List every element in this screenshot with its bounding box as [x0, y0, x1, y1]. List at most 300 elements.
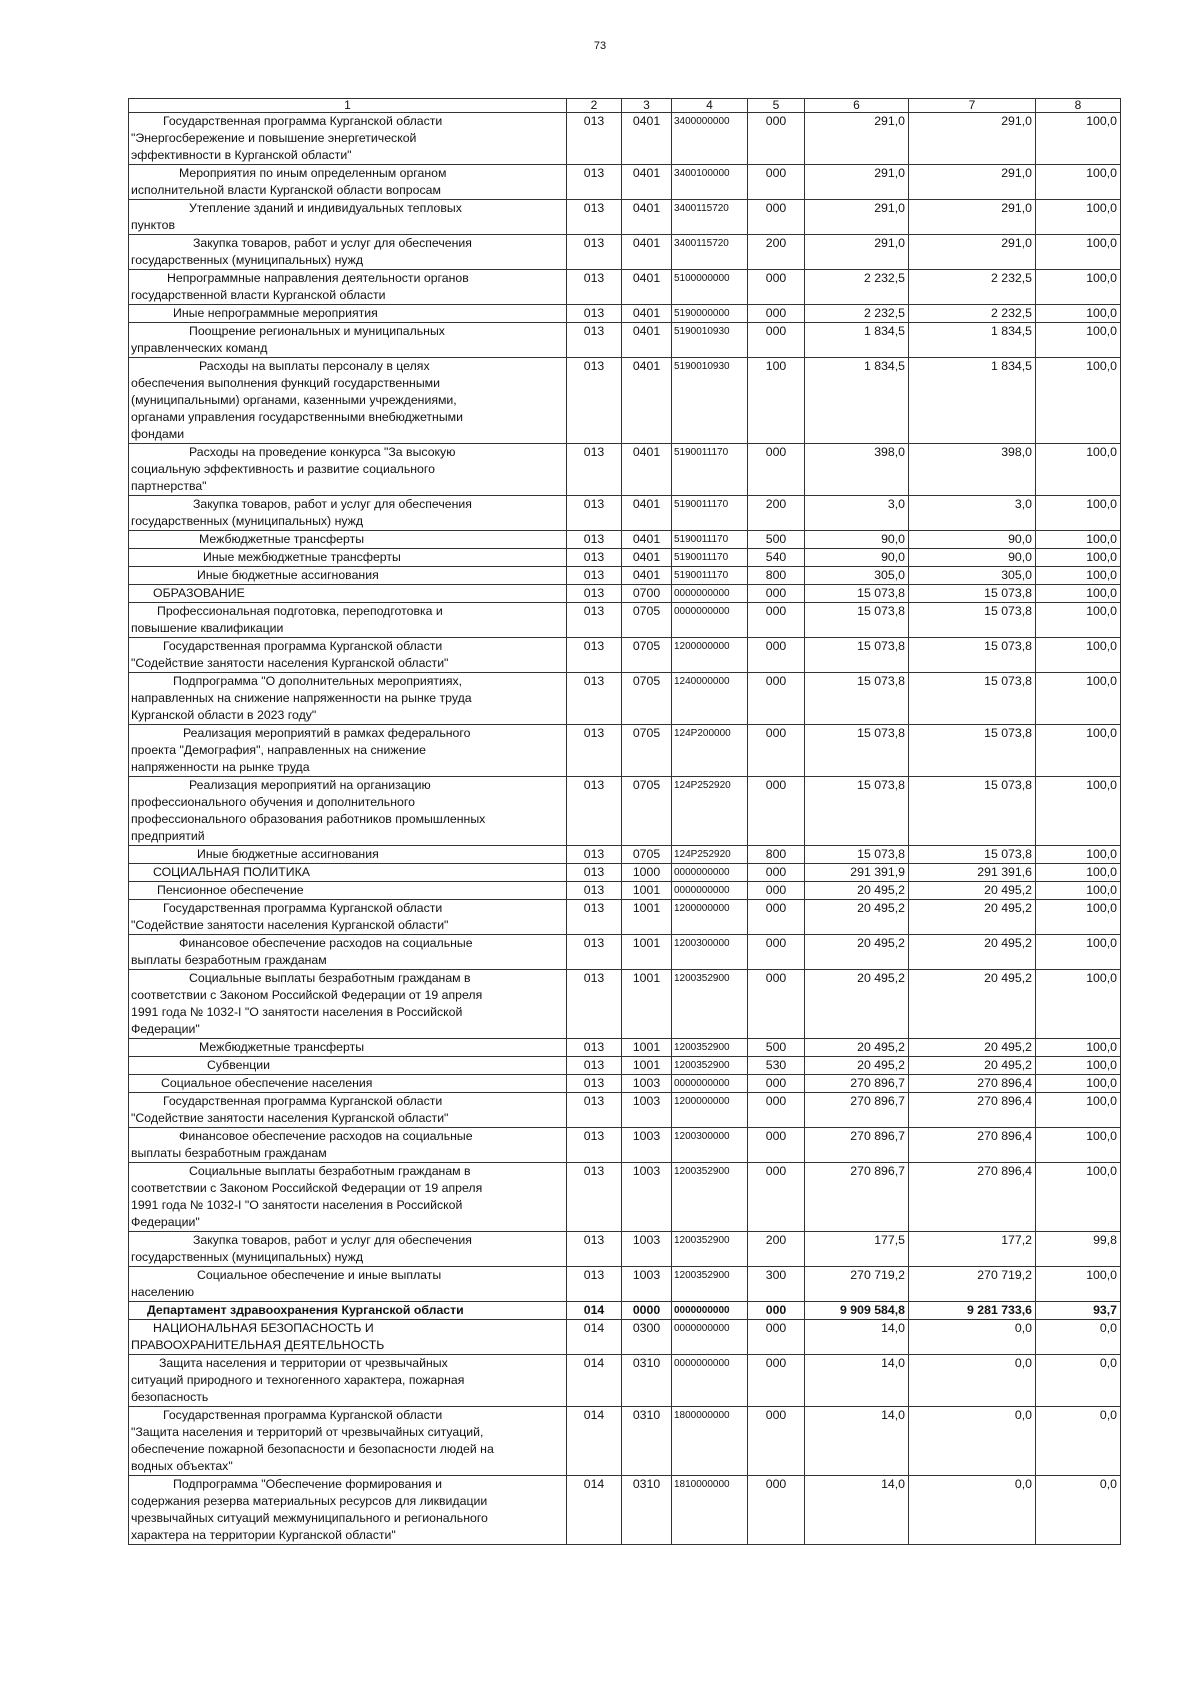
- admin-code-cell: 013: [567, 165, 622, 200]
- target-article-cell: 1200000000: [672, 1093, 748, 1128]
- item-name-cell: [129, 549, 567, 567]
- item-name-line: "Защита населения и территорий от чрезвычайных ситуаций,: [131, 1425, 484, 1439]
- execution-percent-cell: 100,0: [1036, 673, 1121, 725]
- item-name-line: исполнительной власти Курганской области вопросам: [131, 183, 441, 197]
- item-name-line: "Содействие занятости населения Курганской области": [131, 1111, 449, 1125]
- table-row: [129, 1267, 1121, 1302]
- execution-percent-cell: 100,0: [1036, 585, 1121, 603]
- executed-amount-cell: 90,0: [909, 549, 1036, 567]
- executed-amount-cell: 270 896,4: [909, 1093, 1036, 1128]
- planned-amount-cell: 14,0: [805, 1320, 909, 1355]
- planned-amount-cell: 90,0: [805, 549, 909, 567]
- planned-amount-cell: 14,0: [805, 1476, 909, 1545]
- item-name-line: Поощрение региональных и муниципальных: [189, 324, 445, 338]
- admin-code-cell: 013: [567, 585, 622, 603]
- expense-type-cell: 000: [748, 1302, 805, 1320]
- table-row: [129, 864, 1121, 882]
- expense-type-cell: 100: [748, 358, 805, 444]
- expense-type-cell: 000: [748, 200, 805, 235]
- item-name-line: повышение квалификации: [131, 621, 284, 635]
- target-article-cell: 1240000000: [672, 673, 748, 725]
- item-name-line: Закупка товаров, работ и услуг для обеспечения: [193, 1233, 472, 1247]
- expense-type-cell: 000: [748, 900, 805, 935]
- item-name-line: Федерации": [131, 1022, 200, 1036]
- item-name-line: Департамент здравоохранения Курганской области: [147, 1303, 464, 1317]
- item-name-cell: [129, 1039, 567, 1057]
- expense-type-cell: 000: [748, 673, 805, 725]
- executed-amount-cell: 270 896,4: [909, 1163, 1036, 1232]
- section-code-cell: 0705: [622, 673, 672, 725]
- execution-percent-cell: 100,0: [1036, 1267, 1121, 1302]
- admin-code-cell: 013: [567, 200, 622, 235]
- expense-type-cell: 000: [748, 935, 805, 970]
- section-code-cell: 1003: [622, 1128, 672, 1163]
- item-name-cell: [129, 531, 567, 549]
- target-article-cell: 1200352900: [672, 1163, 748, 1232]
- section-code-cell: 0705: [622, 846, 672, 864]
- execution-percent-cell: 100,0: [1036, 358, 1121, 444]
- section-code-cell: 0310: [622, 1355, 672, 1407]
- column-header: 6: [805, 99, 909, 113]
- item-name-line: выплаты безработным гражданам: [131, 953, 327, 967]
- item-name-cell: [129, 323, 567, 358]
- table-row: [129, 549, 1121, 567]
- execution-percent-cell: 100,0: [1036, 323, 1121, 358]
- item-name-line: Межбюджетные трансферты: [199, 1040, 365, 1054]
- item-name-cell: [129, 846, 567, 864]
- executed-amount-cell: 398,0: [909, 444, 1036, 496]
- item-name-line: чрезвычайных ситуаций межмуниципального и регионального: [131, 1511, 488, 1525]
- expense-type-cell: 000: [748, 165, 805, 200]
- target-article-cell: 0000000000: [672, 585, 748, 603]
- item-name-cell: [129, 305, 567, 323]
- table-row: [129, 235, 1121, 270]
- item-name-cell: [129, 1093, 567, 1128]
- planned-amount-cell: 177,5: [805, 1232, 909, 1267]
- expense-type-cell: 500: [748, 1039, 805, 1057]
- item-name-cell: [129, 1075, 567, 1093]
- item-name-cell: [129, 1320, 567, 1355]
- expense-type-cell: 000: [748, 970, 805, 1039]
- item-name-line: управленческих команд: [131, 341, 268, 355]
- item-name-cell: [129, 165, 567, 200]
- item-name-line: Социальное обеспечение и иные выплаты: [197, 1268, 442, 1282]
- admin-code-cell: 013: [567, 673, 622, 725]
- item-name-line: Пенсионное обеспечение: [157, 883, 304, 897]
- planned-amount-cell: 9 909 584,8: [805, 1302, 909, 1320]
- expense-type-cell: 000: [748, 777, 805, 846]
- expense-type-cell: 200: [748, 496, 805, 531]
- admin-code-cell: 013: [567, 549, 622, 567]
- item-name-line: предприятий: [131, 829, 205, 843]
- execution-percent-cell: 100,0: [1036, 567, 1121, 585]
- item-name-line: "Содействие занятости населения Курганской области": [131, 918, 449, 932]
- table-row: [129, 1039, 1121, 1057]
- item-name-cell: [129, 444, 567, 496]
- item-name-line: Социальные выплаты безработным гражданам в: [189, 971, 471, 985]
- item-name-line: напряженности на рынке труда: [131, 760, 310, 774]
- item-name-cell: [129, 970, 567, 1039]
- section-code-cell: 0401: [622, 567, 672, 585]
- item-name-line: "Содействие занятости населения Курганской области": [131, 656, 449, 670]
- item-name-cell: [129, 113, 567, 165]
- admin-code-cell: 013: [567, 1267, 622, 1302]
- item-name-cell: [129, 200, 567, 235]
- execution-percent-cell: 100,0: [1036, 496, 1121, 531]
- executed-amount-cell: 3,0: [909, 496, 1036, 531]
- admin-code-cell: 014: [567, 1407, 622, 1476]
- section-code-cell: 0705: [622, 725, 672, 777]
- table-row: [129, 603, 1121, 638]
- table-row: [129, 1093, 1121, 1128]
- execution-percent-cell: 100,0: [1036, 1057, 1121, 1075]
- item-name-cell: [129, 1302, 567, 1320]
- section-code-cell: 0705: [622, 603, 672, 638]
- planned-amount-cell: 291 391,9: [805, 864, 909, 882]
- column-header: 1: [129, 99, 567, 113]
- admin-code-cell: 013: [567, 567, 622, 585]
- executed-amount-cell: 15 073,8: [909, 603, 1036, 638]
- item-name-line: ситуаций природного и техногенного характера, пожарная: [131, 1373, 465, 1387]
- item-name-line: Мероприятия по иным определенным органом: [179, 166, 447, 180]
- item-name-line: ПРАВООХРАНИТЕЛЬНАЯ ДЕЯТЕЛЬНОСТЬ: [131, 1338, 385, 1352]
- target-article-cell: 1200352900: [672, 1232, 748, 1267]
- executed-amount-cell: 177,2: [909, 1232, 1036, 1267]
- execution-percent-cell: 100,0: [1036, 113, 1121, 165]
- expense-type-cell: 300: [748, 1267, 805, 1302]
- planned-amount-cell: 15 073,8: [805, 846, 909, 864]
- executed-amount-cell: 20 495,2: [909, 1057, 1036, 1075]
- item-name-line: "Энергосбережение и повышение энергетической: [131, 131, 417, 145]
- item-name-cell: [129, 1267, 567, 1302]
- executed-amount-cell: 270 896,4: [909, 1128, 1036, 1163]
- expense-type-cell: 000: [748, 1407, 805, 1476]
- table-row: [129, 531, 1121, 549]
- planned-amount-cell: 20 495,2: [805, 1057, 909, 1075]
- column-header: 3: [622, 99, 672, 113]
- table-row: [129, 1302, 1121, 1320]
- item-name-line: содержания резерва материальных ресурсов для ликвидации: [131, 1494, 488, 1508]
- target-article-cell: 5190010930: [672, 323, 748, 358]
- item-name-line: Государственная программа Курганской области: [163, 1094, 443, 1108]
- table-row: [129, 200, 1121, 235]
- section-code-cell: 0401: [622, 358, 672, 444]
- item-name-line: НАЦИОНАЛЬНАЯ БЕЗОПАСНОСТЬ И: [153, 1321, 374, 1335]
- expense-type-cell: 000: [748, 725, 805, 777]
- item-name-line: 1991 года № 1032-I "О занятости населения в Российской: [131, 1198, 463, 1212]
- item-name-line: государственных (муниципальных) нужд: [131, 514, 364, 528]
- expense-type-cell: 000: [748, 323, 805, 358]
- target-article-cell: 0000000000: [672, 882, 748, 900]
- execution-percent-cell: 93,7: [1036, 1302, 1121, 1320]
- execution-percent-cell: 100,0: [1036, 235, 1121, 270]
- planned-amount-cell: 2 232,5: [805, 270, 909, 305]
- table-row: [129, 1075, 1121, 1093]
- item-name-line: Государственная программа Курганской области: [163, 639, 443, 653]
- section-code-cell: 0705: [622, 638, 672, 673]
- expense-type-cell: 000: [748, 585, 805, 603]
- section-code-cell: 1003: [622, 1075, 672, 1093]
- item-name-line: Иные бюджетные ассигнования: [197, 568, 379, 582]
- target-article-cell: 3400115720: [672, 235, 748, 270]
- executed-amount-cell: 20 495,2: [909, 970, 1036, 1039]
- expense-type-cell: 000: [748, 1355, 805, 1407]
- admin-code-cell: 013: [567, 444, 622, 496]
- admin-code-cell: 014: [567, 1355, 622, 1407]
- planned-amount-cell: 15 073,8: [805, 725, 909, 777]
- target-article-cell: 0000000000: [672, 1302, 748, 1320]
- execution-percent-cell: 100,0: [1036, 777, 1121, 846]
- column-header: 2: [567, 99, 622, 113]
- section-code-cell: 0401: [622, 165, 672, 200]
- item-name-cell: [129, 358, 567, 444]
- planned-amount-cell: 15 073,8: [805, 585, 909, 603]
- execution-percent-cell: 100,0: [1036, 165, 1121, 200]
- item-name-line: Субвенции: [207, 1058, 271, 1072]
- target-article-cell: 124P252920: [672, 846, 748, 864]
- item-name-line: Государственная программа Курганской области: [163, 1408, 443, 1422]
- item-name-cell: [129, 1057, 567, 1075]
- target-article-cell: 0000000000: [672, 603, 748, 638]
- expense-type-cell: 000: [748, 1075, 805, 1093]
- planned-amount-cell: 270 719,2: [805, 1267, 909, 1302]
- admin-code-cell: 013: [567, 777, 622, 846]
- table-row: [129, 1476, 1121, 1545]
- admin-code-cell: 013: [567, 1232, 622, 1267]
- admin-code-cell: 013: [567, 603, 622, 638]
- item-name-line: Социальные выплаты безработным гражданам в: [189, 1164, 471, 1178]
- planned-amount-cell: 20 495,2: [805, 882, 909, 900]
- target-article-cell: 1200300000: [672, 935, 748, 970]
- execution-percent-cell: 100,0: [1036, 900, 1121, 935]
- planned-amount-cell: 270 896,7: [805, 1163, 909, 1232]
- section-code-cell: 0401: [622, 323, 672, 358]
- table-row: [129, 585, 1121, 603]
- item-name-line: Государственная программа Курганской области: [163, 114, 443, 128]
- item-name-line: Финансовое обеспечение расходов на социальные: [179, 936, 473, 950]
- section-code-cell: 0700: [622, 585, 672, 603]
- expense-type-cell: 540: [748, 549, 805, 567]
- execution-percent-cell: 99,8: [1036, 1232, 1121, 1267]
- executed-amount-cell: 291,0: [909, 165, 1036, 200]
- planned-amount-cell: 270 896,7: [805, 1075, 909, 1093]
- section-code-cell: 0401: [622, 549, 672, 567]
- item-name-line: ОБРАЗОВАНИЕ: [153, 586, 245, 600]
- execution-percent-cell: 100,0: [1036, 1039, 1121, 1057]
- item-name-cell: [129, 935, 567, 970]
- section-code-cell: 0310: [622, 1476, 672, 1545]
- target-article-cell: 5190011170: [672, 549, 748, 567]
- target-article-cell: 0000000000: [672, 1320, 748, 1355]
- planned-amount-cell: 20 495,2: [805, 900, 909, 935]
- item-name-line: Финансовое обеспечение расходов на социальные: [179, 1129, 473, 1143]
- execution-percent-cell: 100,0: [1036, 270, 1121, 305]
- expense-type-cell: 000: [748, 1320, 805, 1355]
- table-row: [129, 777, 1121, 846]
- expense-type-cell: 000: [748, 882, 805, 900]
- execution-percent-cell: 0,0: [1036, 1476, 1121, 1545]
- item-name-line: Закупка товаров, работ и услуг для обеспечения: [193, 497, 472, 511]
- target-article-cell: 1200000000: [672, 900, 748, 935]
- section-code-cell: 0401: [622, 235, 672, 270]
- item-name-line: Непрограммные направления деятельности органов: [167, 271, 469, 285]
- item-name-line: социальную эффективность и развитие социального: [131, 462, 435, 476]
- item-name-line: эффективности в Курганской области": [131, 148, 352, 162]
- admin-code-cell: 013: [567, 900, 622, 935]
- expense-type-cell: 500: [748, 531, 805, 549]
- column-header: 5: [748, 99, 805, 113]
- item-name-cell: [129, 725, 567, 777]
- table-row: [129, 165, 1121, 200]
- admin-code-cell: 013: [567, 1039, 622, 1057]
- admin-code-cell: 013: [567, 305, 622, 323]
- item-name-line: населению: [131, 1285, 195, 1299]
- executed-amount-cell: 2 232,5: [909, 270, 1036, 305]
- admin-code-cell: 013: [567, 882, 622, 900]
- item-name-cell: [129, 900, 567, 935]
- section-code-cell: 1001: [622, 970, 672, 1039]
- admin-code-cell: 013: [567, 496, 622, 531]
- planned-amount-cell: 15 073,8: [805, 603, 909, 638]
- item-name-line: Государственная программа Курганской области: [163, 901, 443, 915]
- item-name-line: профессионального образования работников промышленных: [131, 812, 486, 826]
- item-name-cell: [129, 864, 567, 882]
- target-article-cell: 1200352900: [672, 1267, 748, 1302]
- item-name-line: Закупка товаров, работ и услуг для обеспечения: [193, 236, 472, 250]
- execution-percent-cell: 100,0: [1036, 200, 1121, 235]
- execution-percent-cell: 100,0: [1036, 305, 1121, 323]
- execution-percent-cell: 100,0: [1036, 970, 1121, 1039]
- target-article-cell: 3400000000: [672, 113, 748, 165]
- item-name-cell: [129, 567, 567, 585]
- table-row: [129, 1128, 1121, 1163]
- executed-amount-cell: 15 073,8: [909, 585, 1036, 603]
- column-header: 8: [1036, 99, 1121, 113]
- item-name-cell: [129, 1232, 567, 1267]
- section-code-cell: 1001: [622, 882, 672, 900]
- column-number-row: [129, 99, 1121, 113]
- item-name-line: водных объектах": [131, 1459, 233, 1473]
- planned-amount-cell: 14,0: [805, 1407, 909, 1476]
- planned-amount-cell: 15 073,8: [805, 777, 909, 846]
- execution-percent-cell: 100,0: [1036, 725, 1121, 777]
- admin-code-cell: 013: [567, 113, 622, 165]
- executed-amount-cell: 15 073,8: [909, 777, 1036, 846]
- execution-percent-cell: 100,0: [1036, 444, 1121, 496]
- execution-percent-cell: 100,0: [1036, 846, 1121, 864]
- item-name-cell: [129, 673, 567, 725]
- target-article-cell: 1200352900: [672, 1039, 748, 1057]
- planned-amount-cell: 1 834,5: [805, 323, 909, 358]
- table-row: [129, 725, 1121, 777]
- planned-amount-cell: 398,0: [805, 444, 909, 496]
- execution-percent-cell: 0,0: [1036, 1407, 1121, 1476]
- executed-amount-cell: 305,0: [909, 567, 1036, 585]
- admin-code-cell: 013: [567, 1057, 622, 1075]
- execution-percent-cell: 100,0: [1036, 603, 1121, 638]
- item-name-line: Утепление зданий и индивидуальных тепловых: [189, 201, 462, 215]
- table-row: [129, 882, 1121, 900]
- admin-code-cell: 013: [567, 323, 622, 358]
- table-row: [129, 1232, 1121, 1267]
- section-code-cell: 0310: [622, 1407, 672, 1476]
- item-name-line: СОЦИАЛЬНАЯ ПОЛИТИКА: [153, 865, 310, 879]
- table-row: [129, 323, 1121, 358]
- executed-amount-cell: 20 495,2: [909, 900, 1036, 935]
- planned-amount-cell: 291,0: [805, 165, 909, 200]
- executed-amount-cell: 0,0: [909, 1476, 1036, 1545]
- table-row: [129, 638, 1121, 673]
- execution-percent-cell: 100,0: [1036, 1163, 1121, 1232]
- planned-amount-cell: 291,0: [805, 235, 909, 270]
- item-name-line: государственных (муниципальных) нужд: [131, 1250, 364, 1264]
- target-article-cell: 1200000000: [672, 638, 748, 673]
- executed-amount-cell: 15 073,8: [909, 725, 1036, 777]
- table-row: [129, 113, 1121, 165]
- planned-amount-cell: 1 834,5: [805, 358, 909, 444]
- section-code-cell: 0401: [622, 113, 672, 165]
- table-row: [129, 846, 1121, 864]
- executed-amount-cell: 0,0: [909, 1355, 1036, 1407]
- executed-amount-cell: 1 834,5: [909, 323, 1036, 358]
- admin-code-cell: 013: [567, 358, 622, 444]
- item-name-cell: [129, 235, 567, 270]
- item-name-line: Реализация мероприятий в рамках федерального: [183, 726, 471, 740]
- section-code-cell: 1001: [622, 900, 672, 935]
- planned-amount-cell: 3,0: [805, 496, 909, 531]
- planned-amount-cell: 270 896,7: [805, 1093, 909, 1128]
- item-name-line: Подпрограмма "Обеспечение формирования и: [173, 1477, 442, 1491]
- executed-amount-cell: 270 719,2: [909, 1267, 1036, 1302]
- admin-code-cell: 013: [567, 235, 622, 270]
- executed-amount-cell: 15 073,8: [909, 673, 1036, 725]
- section-code-cell: 0401: [622, 531, 672, 549]
- admin-code-cell: 013: [567, 1075, 622, 1093]
- admin-code-cell: 013: [567, 1128, 622, 1163]
- item-name-line: Профессиональная подготовка, переподготовка и: [157, 604, 443, 618]
- execution-percent-cell: 100,0: [1036, 1093, 1121, 1128]
- expense-type-cell: 200: [748, 235, 805, 270]
- item-name-line: (муниципальными) органами, казенными учреждениями,: [131, 393, 457, 407]
- executed-amount-cell: 15 073,8: [909, 638, 1036, 673]
- item-name-cell: [129, 1355, 567, 1407]
- admin-code-cell: 013: [567, 1163, 622, 1232]
- section-code-cell: 1000: [622, 864, 672, 882]
- target-article-cell: 1200352900: [672, 970, 748, 1039]
- item-name-line: обеспечение пожарной безопасности и безопасности людей на: [131, 1442, 494, 1456]
- target-article-cell: 5190011170: [672, 531, 748, 549]
- table-row: [129, 444, 1121, 496]
- expense-type-cell: 530: [748, 1057, 805, 1075]
- item-name-line: партнерства": [131, 479, 207, 493]
- executed-amount-cell: 291,0: [909, 113, 1036, 165]
- admin-code-cell: 013: [567, 725, 622, 777]
- page-number: 73: [593, 40, 607, 52]
- section-code-cell: 0401: [622, 305, 672, 323]
- table-row: [129, 270, 1121, 305]
- executed-amount-cell: 20 495,2: [909, 882, 1036, 900]
- execution-percent-cell: 100,0: [1036, 864, 1121, 882]
- target-article-cell: 0000000000: [672, 1355, 748, 1407]
- target-article-cell: 0000000000: [672, 1075, 748, 1093]
- table-row: [129, 567, 1121, 585]
- section-code-cell: 1003: [622, 1267, 672, 1302]
- section-code-cell: 0401: [622, 496, 672, 531]
- admin-code-cell: 013: [567, 935, 622, 970]
- admin-code-cell: 014: [567, 1302, 622, 1320]
- expense-type-cell: 000: [748, 1128, 805, 1163]
- expense-type-cell: 000: [748, 864, 805, 882]
